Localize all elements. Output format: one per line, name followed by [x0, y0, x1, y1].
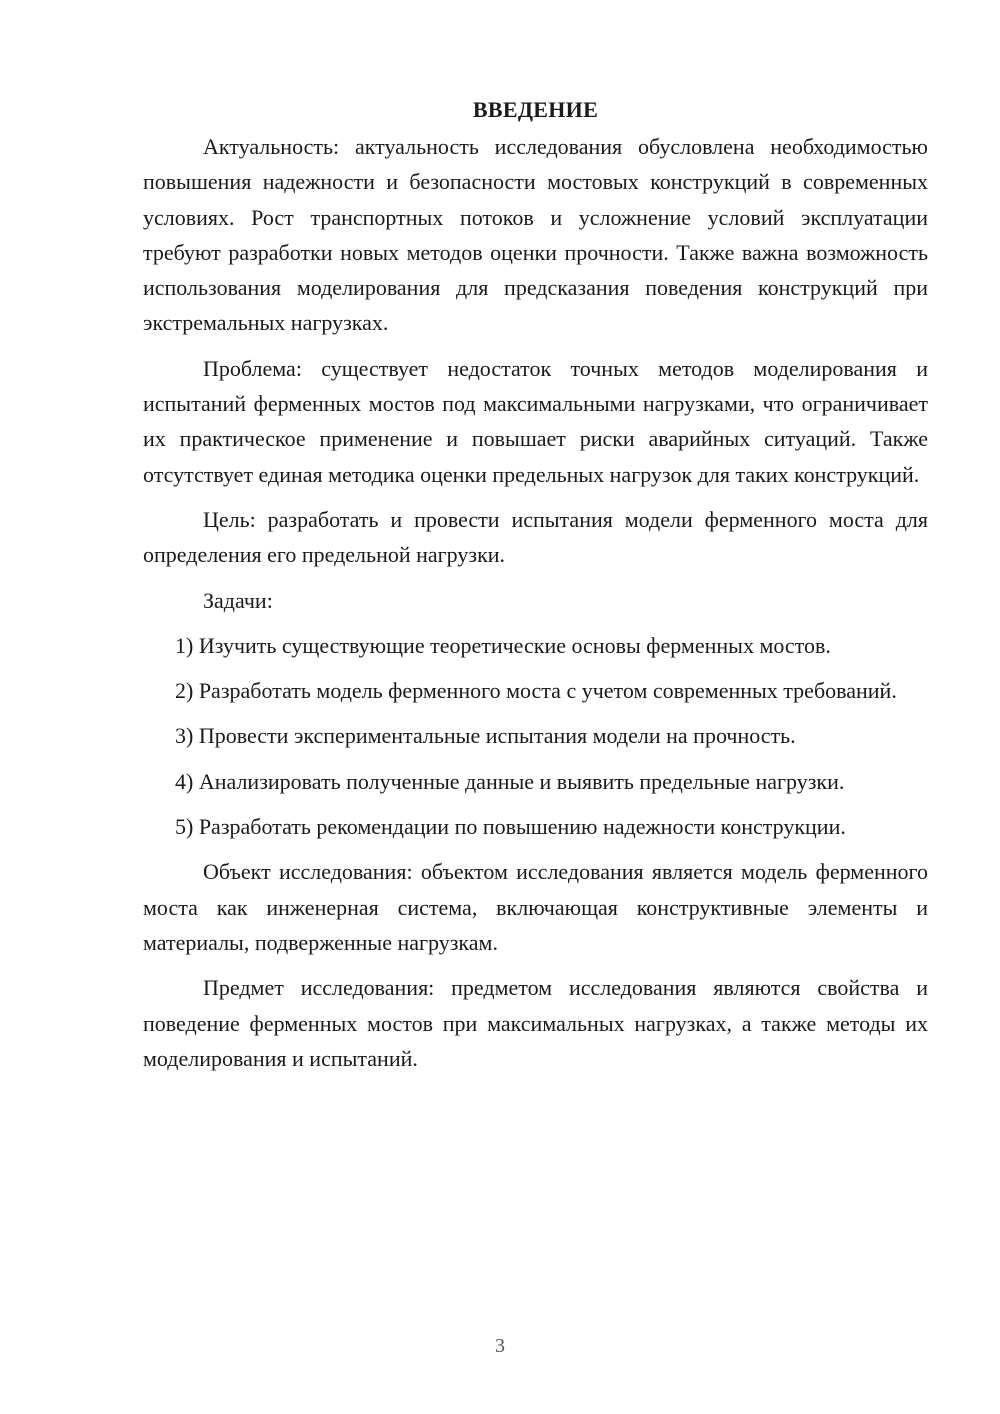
section-title: ВВЕДЕНИЕ	[472, 97, 599, 122]
object-paragraph: Объект исследования: объектом исследования является модель ферменного моста как инженерная система, включающая конструктивные элементы и материалы, подверженные нагрузкам.	[143, 859, 928, 955]
goal-paragraph: Цель: разработать и провести испытания модели ферменного моста для определения его предельной нагрузки.	[143, 506, 928, 568]
subject-paragraph: Предмет исследования: предметом исследования являются свойства и поведение ферменных мостов при максимальных нагрузках, а также методы их моделирования и испытаний.	[143, 975, 928, 1071]
page-number: 3	[495, 1335, 505, 1357]
relevance-paragraph: Актуальность: актуальность исследования обусловлена необходимостью повышения надежности и безопасности мостовых конструкций в современных условиях. Рост транспортных потоков и усложнение условий эксплуатации требуют разработки новых методов оценки прочности. Также важна возможность использования моделирования для предсказания поведения конструкций при экстремальных нагрузках.	[143, 134, 928, 336]
problem-paragraph: Проблема: существует недостаток точных методов моделирования и испытаний ферменных мостов под максимальными нагрузками, что ограничивает их практическое применение и повышает риски аварийных ситуаций. Также отсутствует единая методика оценки предельных нагрузок для таких конструкций.	[143, 355, 928, 487]
tasks-heading: Задачи:	[203, 587, 273, 613]
task-item-3: 3) Провести экспериментальные испытания модели на прочность.	[175, 723, 796, 749]
task-item-5: 5) Разработать рекомендации по повышению надежности конструкции.	[175, 814, 846, 840]
task-item-1: 1) Изучить существующие теоретические основы ферменных мостов.	[175, 632, 831, 658]
document-page	[143, 92, 928, 1086]
task-item-4: 4) Анализировать полученные данные и выявить предельные нагрузки.	[175, 768, 845, 794]
task-item-2: 2) Разработать модель ферменного моста с учетом современных требований.	[175, 678, 897, 704]
